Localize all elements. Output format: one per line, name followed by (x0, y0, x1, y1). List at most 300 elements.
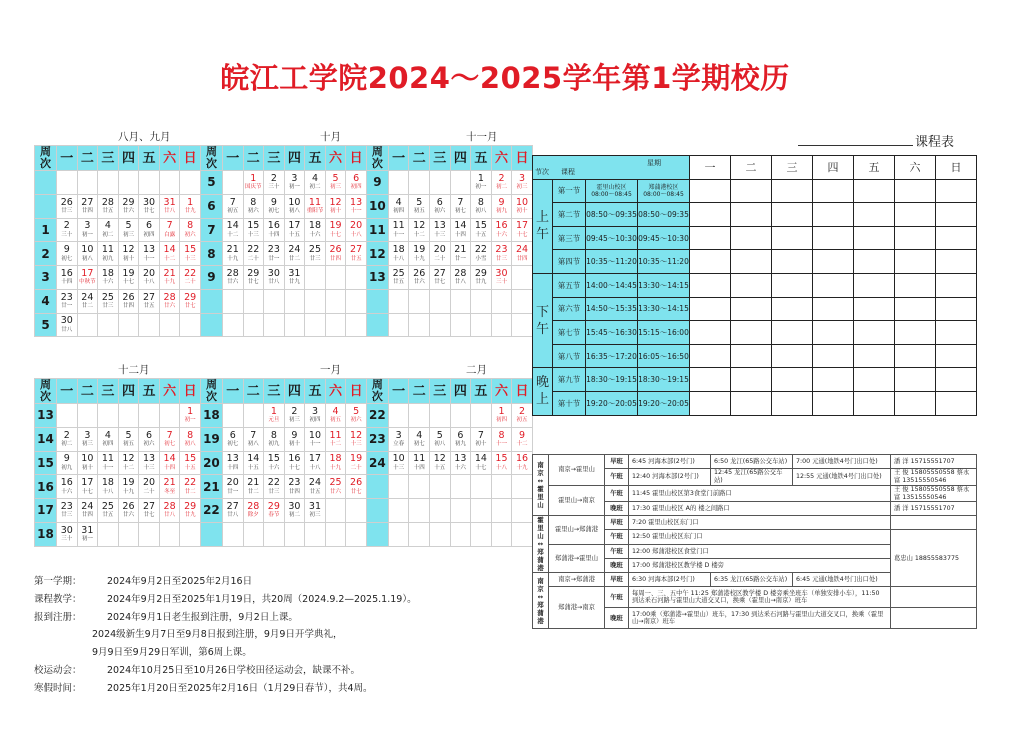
day-cell (57, 171, 78, 195)
course-cell[interactable] (895, 179, 936, 203)
day-number: 9 (498, 196, 505, 208)
day-cell (159, 451, 180, 475)
lunar-date: 廿一 (454, 255, 466, 262)
day-cell (346, 404, 367, 428)
day-cell (77, 451, 98, 475)
day-cell (77, 218, 98, 242)
course-cell[interactable] (936, 250, 977, 274)
lunar-date: 初四 (102, 441, 114, 448)
course-cell[interactable] (772, 203, 813, 227)
day-number: 14 (474, 453, 487, 465)
lunar-date: 廿七 (434, 279, 446, 286)
day-number: 30 (60, 524, 73, 536)
lunar-date: 十六 (268, 464, 280, 471)
course-cell[interactable] (731, 344, 772, 368)
day-number: 25 (101, 500, 114, 512)
lunar-date: 二十 (434, 255, 446, 262)
day-number: 15 (184, 453, 197, 465)
day-cell (409, 404, 430, 428)
lunar-date: 廿九 (184, 512, 196, 519)
day-cell (77, 171, 98, 195)
campus-name: 霍里山校区 (596, 183, 627, 191)
bus-contact (891, 516, 977, 530)
bus-stop-time: 6:35 龙江(65路公交车站) (711, 573, 793, 587)
day-number: 24 (288, 244, 301, 256)
day-number: 7 (477, 429, 484, 441)
course-cell[interactable] (772, 273, 813, 297)
day-cell (491, 475, 512, 499)
bus-stop-time: 每周一、三、五中午 11:25 郑蒲港校区教学楼 D 楼旁乘坐班车（单独安排小车），11:50 到达釆石河路与霍里山大道交叉口，换乘（霍里山→南京）班车 (629, 587, 891, 608)
day-number: 21 (226, 244, 239, 256)
day-number: 12 (329, 196, 342, 208)
course-cell[interactable] (731, 321, 772, 345)
lunar-date: 初三 (309, 512, 321, 519)
week-number: 18 (35, 522, 57, 546)
week-number (35, 171, 57, 195)
day-cell (98, 313, 119, 337)
day-cell (118, 171, 139, 195)
lunar-date: 初五 (122, 441, 134, 448)
day-cell (264, 499, 285, 523)
week-row (35, 171, 533, 195)
course-cell[interactable] (813, 179, 854, 203)
lunar-date: 廿七 (184, 303, 196, 310)
day-number: 12 (350, 429, 363, 441)
bus-schedule-table (532, 454, 977, 629)
course-cell[interactable] (813, 391, 854, 415)
lunar-date: 初二 (61, 441, 73, 448)
note-label: 第一学期： (34, 576, 82, 587)
period-time-campus2: 19:20～20:05 (638, 391, 690, 415)
course-cell[interactable] (936, 273, 977, 297)
course-cell[interactable] (895, 321, 936, 345)
period-time-campus1: 15:45～16:30 (586, 321, 638, 345)
course-cell[interactable] (772, 368, 813, 392)
weekday-header: 三 (98, 379, 119, 404)
day-cell (409, 194, 430, 218)
lunar-date: 廿二 (288, 255, 300, 262)
lunar-date: 十九 (330, 464, 342, 471)
lunar-date: 三十 (61, 231, 73, 238)
lunar-date: 廿八 (454, 279, 466, 286)
course-cell[interactable] (813, 250, 854, 274)
course-cell[interactable] (854, 297, 895, 321)
day-cell (430, 194, 451, 218)
course-cell[interactable] (813, 297, 854, 321)
day-number: 26 (329, 244, 342, 256)
note-text: 2025年1月20日至2025年2月16日（1月29日春节），共4周。 (107, 682, 373, 694)
day-cell (222, 171, 243, 195)
day-cell (325, 218, 346, 242)
weekday-header: 日 (512, 146, 533, 171)
day-number: 11 (101, 244, 114, 256)
course-cell[interactable] (690, 297, 731, 321)
bus-stop-time: 17:00 郑蒲港校区教学楼 D 楼旁 (629, 559, 891, 573)
course-cell[interactable] (936, 226, 977, 250)
lunar-date: 十五 (184, 464, 196, 471)
day-cell (388, 404, 409, 428)
course-cell[interactable] (772, 226, 813, 250)
lunar-date: 初二 (495, 184, 507, 191)
period-row (533, 297, 977, 321)
course-cell[interactable] (854, 179, 895, 203)
weekday-header: 三 (264, 146, 285, 171)
day-cell (388, 451, 409, 475)
day-cell (264, 404, 285, 428)
week-number (366, 499, 388, 523)
course-cell[interactable] (895, 250, 936, 274)
weekday-header: 五 (471, 146, 492, 171)
course-cell[interactable] (895, 226, 936, 250)
course-cell[interactable] (690, 226, 731, 250)
day-cell (305, 194, 326, 218)
day-cell (159, 171, 180, 195)
course-cell[interactable] (690, 321, 731, 345)
course-cell[interactable] (813, 368, 854, 392)
course-cell[interactable] (895, 203, 936, 227)
day-cell (346, 218, 367, 242)
course-cell[interactable] (772, 250, 813, 274)
course-axis-label: 课程 (561, 167, 575, 176)
weekday-header: 三 (264, 379, 285, 404)
lunar-date: 廿三 (495, 255, 507, 262)
day-cell (450, 499, 471, 523)
course-cell[interactable] (731, 203, 772, 227)
lunar-date: 廿一 (227, 488, 239, 495)
day-number: 6 (353, 172, 360, 184)
bus-stop-time: 17:00乘（郑蒲港→霍里山）班车，17:30 到达釆石河路与霍里山大道交叉口，换乘（霍里山→南京）班车 (629, 608, 891, 629)
lunar-date: 初八 (434, 441, 446, 448)
day-number: 5 (416, 196, 423, 208)
weekday-header: 六 (491, 146, 512, 171)
period-row (533, 273, 977, 297)
bus-stop-time: 6:30 河海本部(2号门) (629, 573, 711, 587)
lunar-date: 除夕 (247, 512, 259, 519)
day-number: 15 (247, 220, 260, 232)
period-name: 第二节 (553, 203, 586, 227)
weekday-axis-label: 星期 (647, 159, 661, 167)
day-cell (450, 427, 471, 451)
course-cell[interactable] (936, 368, 977, 392)
course-cell[interactable] (813, 321, 854, 345)
day-cell (512, 313, 533, 337)
period-axis-label: 节次 (535, 167, 549, 176)
day-number: 13 (433, 220, 446, 232)
course-cell[interactable] (936, 179, 977, 203)
day-number: 27 (142, 500, 156, 512)
day-cell (264, 242, 285, 266)
day-number: 22 (267, 477, 280, 489)
day-cell (430, 218, 451, 242)
day-number: 27 (226, 500, 239, 512)
note-line (34, 591, 504, 609)
day-number: 20 (226, 477, 239, 489)
day-cell (305, 404, 326, 428)
course-cell[interactable] (854, 203, 895, 227)
lunar-date: 二十 (143, 488, 155, 495)
weekday-header: 二 (243, 379, 264, 404)
lunar-date: 三十 (61, 536, 73, 543)
lunar-date: 立春 (393, 441, 405, 448)
day-cell (118, 242, 139, 266)
lunar-date: 廿五 (102, 512, 114, 519)
lunar-date: 十一 (309, 441, 321, 448)
course-cell[interactable] (690, 273, 731, 297)
period-name: 第十节 (553, 391, 586, 415)
course-cell[interactable] (854, 226, 895, 250)
lunar-date: 初三 (330, 184, 342, 191)
day-cell (264, 266, 285, 290)
lunar-date: 廿八 (61, 326, 73, 333)
note-line (34, 626, 504, 644)
day-cell (118, 266, 139, 290)
course-cell[interactable] (772, 344, 813, 368)
day-cell (139, 475, 160, 499)
period-time-campus2: 15:15～16:00 (638, 321, 690, 345)
day-cell (491, 242, 512, 266)
lunar-date: 初四 (143, 231, 155, 238)
schedule-day-header: 二 (731, 156, 772, 180)
weekday-header: 六 (325, 146, 346, 171)
day-number: 2 (63, 220, 70, 232)
course-cell[interactable] (813, 273, 854, 297)
day-number: 19 (329, 220, 342, 232)
course-cell[interactable] (813, 226, 854, 250)
course-cell[interactable] (895, 273, 936, 297)
lunar-date: 十七 (81, 488, 93, 495)
day-number: 4 (416, 429, 423, 441)
lunar-date: 廿六 (227, 279, 239, 286)
lunar-date: 初九 (454, 441, 466, 448)
time-range: 08:00～08:45 (643, 190, 684, 198)
day-number: 3 (395, 429, 402, 441)
weekday-header: 一 (222, 146, 243, 171)
day-cell (159, 242, 180, 266)
course-cell[interactable] (772, 297, 813, 321)
day-cell (118, 427, 139, 451)
course-cell[interactable] (690, 250, 731, 274)
course-cell[interactable] (731, 391, 772, 415)
lunar-date: 初三 (516, 184, 528, 191)
day-cell (325, 404, 346, 428)
course-cell[interactable] (854, 344, 895, 368)
day-number: 13 (454, 453, 467, 465)
day-cell (388, 499, 409, 523)
day-cell (243, 427, 264, 451)
course-cell[interactable] (895, 297, 936, 321)
lunar-date: 初十 (81, 464, 93, 471)
period-time-campus2: 16:05～16:50 (638, 344, 690, 368)
day-number: 10 (81, 453, 94, 465)
course-cell[interactable] (936, 344, 977, 368)
day-cell (491, 313, 512, 337)
day-number: 6 (146, 429, 153, 441)
day-cell (471, 404, 492, 428)
day-cell (139, 499, 160, 523)
day-number: 2 (291, 405, 298, 417)
day-cell (305, 522, 326, 546)
day-cell (450, 522, 471, 546)
weekday-header: 四 (284, 379, 305, 404)
day-cell (264, 313, 285, 337)
day-cell (491, 427, 512, 451)
day-cell (471, 266, 492, 290)
lunar-date: 初七 (268, 208, 280, 215)
day-cell (243, 266, 264, 290)
lunar-date: 廿八 (164, 512, 176, 519)
course-cell[interactable] (772, 321, 813, 345)
lunar-date: 廿二 (81, 303, 93, 310)
course-cell[interactable] (731, 297, 772, 321)
day-number: 3 (311, 405, 318, 417)
day-cell (243, 218, 264, 242)
course-cell[interactable] (731, 226, 772, 250)
day-cell (305, 171, 326, 195)
course-cell[interactable] (731, 273, 772, 297)
course-cell[interactable] (731, 179, 772, 203)
course-cell[interactable] (854, 250, 895, 274)
day-cell (512, 451, 533, 475)
course-cell[interactable] (813, 344, 854, 368)
week-number: 15 (35, 451, 57, 475)
day-number: 24 (308, 477, 322, 489)
course-cell[interactable] (690, 368, 731, 392)
course-cell[interactable] (854, 368, 895, 392)
day-number: 2 (519, 405, 526, 417)
lunar-date: 冬至 (164, 488, 176, 495)
day-cell (512, 427, 533, 451)
lunar-date: 十二 (164, 255, 176, 262)
day-cell (305, 266, 326, 290)
course-cell[interactable] (813, 203, 854, 227)
lunar-date: 十三 (434, 231, 446, 238)
day-number: 10 (392, 453, 405, 465)
period-name: 第九节 (553, 368, 586, 392)
lunar-date: 初二 (309, 184, 321, 191)
lunar-date: 十六 (102, 279, 114, 286)
day-number: 2 (63, 429, 70, 441)
day-cell (450, 475, 471, 499)
day-cell (430, 289, 451, 313)
day-number: 8 (498, 429, 505, 441)
day-cell (471, 289, 492, 313)
day-cell (118, 404, 139, 428)
course-cell[interactable] (936, 321, 977, 345)
lunar-date: 初一 (81, 231, 93, 238)
course-cell[interactable] (690, 391, 731, 415)
day-cell (57, 313, 78, 337)
day-cell (180, 218, 201, 242)
day-number: 9 (63, 453, 70, 465)
lunar-date: 初九 (268, 441, 280, 448)
day-cell (159, 427, 180, 451)
course-cell[interactable] (895, 368, 936, 392)
day-cell (180, 451, 201, 475)
day-cell (98, 171, 119, 195)
lunar-date: 初九 (102, 255, 114, 262)
course-cell[interactable] (895, 344, 936, 368)
period-time-campus1: 14:50～15:35 (586, 297, 638, 321)
day-cell (159, 289, 180, 313)
month-label: 二月 (466, 364, 487, 376)
lunar-date: 十一 (102, 464, 114, 471)
period-name: 第八节 (553, 344, 586, 368)
day-cell (77, 194, 98, 218)
day-number: 30 (60, 315, 73, 327)
weekday-header: 五 (139, 146, 160, 171)
lunar-date: 初七 (61, 255, 73, 262)
bus-stop-time: 7:00 元通(地铁4号门出口处) (793, 455, 891, 469)
bus-shift: 午班 (605, 544, 629, 559)
course-cell[interactable] (690, 344, 731, 368)
day-cell (159, 475, 180, 499)
course-cell[interactable] (731, 368, 772, 392)
day-cell (388, 242, 409, 266)
day-number: 16 (515, 453, 529, 465)
day-cell (409, 218, 430, 242)
day-cell (180, 313, 201, 337)
day-cell (57, 242, 78, 266)
period-row (533, 368, 977, 392)
day-cell (491, 499, 512, 523)
day-cell (512, 499, 533, 523)
day-cell (118, 451, 139, 475)
week-number: 5 (200, 171, 222, 195)
bus-direction: 霍里山→南京 (549, 485, 605, 516)
page-title: 皖江工学院2024～2025学年第1学期校历 (220, 61, 790, 95)
course-cell[interactable] (936, 203, 977, 227)
course-cell[interactable] (854, 273, 895, 297)
day-cell (98, 218, 119, 242)
day-cell (284, 194, 305, 218)
weekday-header: 五 (305, 146, 326, 171)
lunar-date: 廿六 (164, 303, 176, 310)
period-row (533, 344, 977, 368)
day-cell (305, 427, 326, 451)
week-number: 24 (366, 451, 388, 475)
course-cell[interactable] (936, 391, 977, 415)
day-cell (139, 427, 160, 451)
day-number: 5 (436, 429, 443, 441)
course-cell[interactable] (772, 391, 813, 415)
day-cell (284, 499, 305, 523)
week-number (200, 289, 222, 313)
course-cell[interactable] (690, 179, 731, 203)
day-cell (430, 242, 451, 266)
course-cell[interactable] (772, 179, 813, 203)
bus-shift: 晚班 (605, 502, 629, 516)
lunar-date: 十七 (288, 464, 300, 471)
day-number: 28 (163, 291, 176, 303)
course-cell[interactable] (895, 391, 936, 415)
day-number: 3 (291, 172, 298, 184)
course-cell[interactable] (690, 203, 731, 227)
day-number: 16 (267, 220, 280, 232)
lunar-date: 初九 (61, 464, 73, 471)
course-cell[interactable] (731, 250, 772, 274)
course-cell[interactable] (854, 391, 895, 415)
lunar-date: 初二 (102, 231, 114, 238)
day-cell (471, 427, 492, 451)
lunar-date: 廿五 (309, 488, 321, 495)
day-cell (222, 289, 243, 313)
period-row (533, 203, 977, 227)
day-number: 30 (142, 196, 156, 208)
day-cell (98, 427, 119, 451)
course-cell[interactable] (854, 321, 895, 345)
course-cell[interactable] (936, 297, 977, 321)
day-cell (512, 404, 533, 428)
